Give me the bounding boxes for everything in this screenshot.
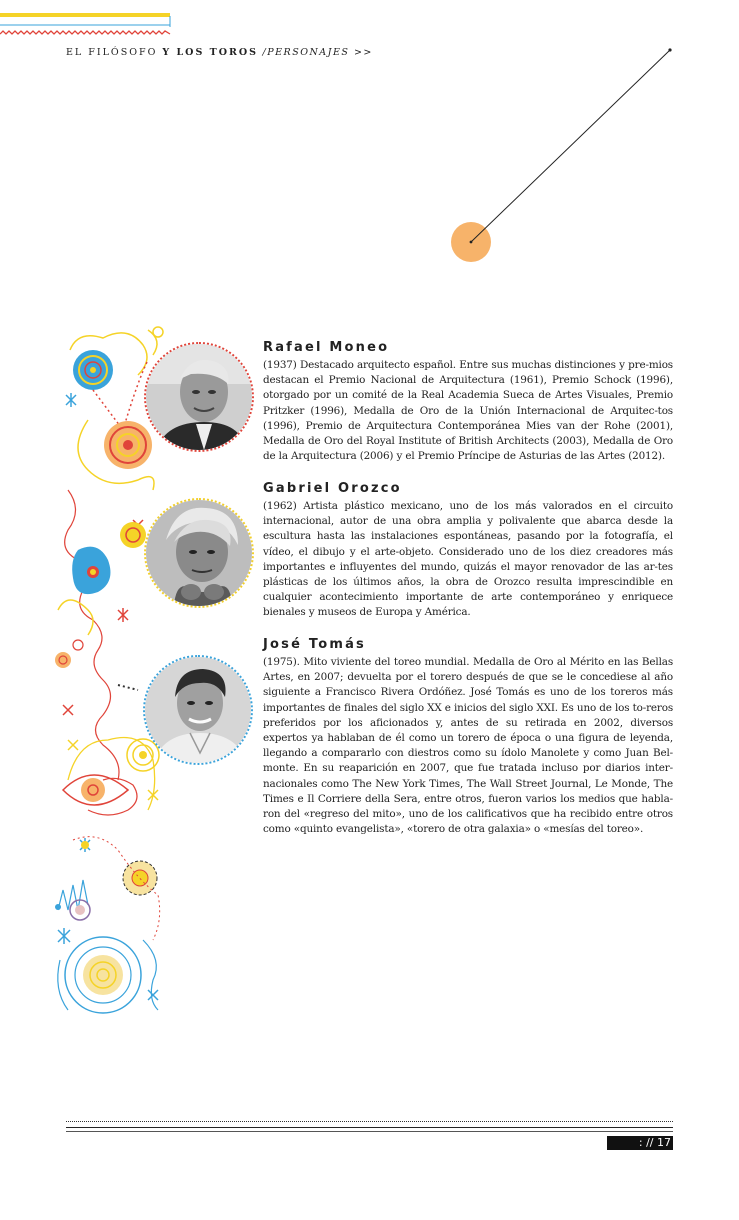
bio-gabriel-orozco [263, 481, 673, 621]
running-head-section: /PERSONAJES >> [258, 47, 373, 58]
bio-rafael-moneo [263, 340, 673, 464]
footer-dotted-rule [66, 1121, 673, 1122]
bio-text: (1962) Artista plástico mexicano, uno de los más valorados en el circuito internacional, autor de una obra amplia y polivalente que abarca desde la escultura hasta las instalaciones espontáneas, pasando por la fotografía, el vídeo, el dibujo y el arte-objeto. Considerado uno de los diez creadores más importantes e influyentes del mundo, quizás el mayor renovador de las ar-tes plásticas de los últimos años, la obra de Orozco resulta imprescindible en cualquier acontecimiento importante de arte contemporáneo y enriquece bienales y museos de Europa y América. [263, 500, 673, 619]
running-head-title: EL FILÓSOFO [66, 47, 163, 58]
bio-text: (1937) Destacado arquitecto español. Entre sus muchas distinciones y pre-mios destacan el Premio Nacional de Arquitectura (1961), Premio Schock (1996), otorgado por un comité de la Real Academia Sueca de Artes Visuales, Premio Pritzker (1996), Medalla de Oro de la Unión Internacional de Arquitec-tos (1996), Premio de Arquitectura Contemporánea Mies van der Rohe (2001), Medalla de Oro del Royal Institute of British Architects (2003), Medalla de Oro de la Arquitectura (2006) y el Premio Príncipe de Asturias de las Artes (2012). [263, 359, 673, 463]
bio-jose-tomas [263, 637, 673, 837]
top-decoration [0, 0, 175, 40]
portrait-gabriel-orozco [144, 498, 254, 608]
bio-name: Gabriel Orozco [263, 481, 402, 496]
running-head-title-bold: Y LOS TOROS [162, 47, 258, 58]
footer-rule-thin [66, 1131, 673, 1132]
portrait-jose-tomas [143, 655, 253, 765]
page-number: : // 17 [607, 1136, 673, 1150]
pointer-graphic [440, 40, 680, 270]
portrait-rafael-moneo [144, 342, 254, 452]
footer-rule [66, 1127, 673, 1128]
bio-name: José Tomás [263, 637, 366, 652]
running-head [66, 47, 373, 58]
bio-text: (1975). Mito viviente del toreo mundial. Medalla de Oro al Mérito en las Bellas Artes, en 2007; devuelta por el torero después de que se le concediese al año siguiente a Francisco Rivera Ordóñez. José Tomás es uno de los toreros más importantes de finales del siglo XX e inicios del siglo XXI. Es uno de los to-reros preferidos por los aficionados y, antes de su retirada en 2002, diversos expertos ya hablaban de él como un torero de época o una figura de leyenda, llegando a compararlo con diestros como su ídolo Manolete y como Juan Bel-monte. En su reaparición en 2007, que fue tratada incluso por diarios inter-nacionales como The New York Times, The Wall Street Journal, Le Monde, The Times e Il Corriere della Sera, entre otros, fueron varios los medios que habla-ron del «regreso del mito», uno de los calificativos que ha recibido entre otros como «quinto evangelista», «torero de otra galaxia» o «mesías del toreo». [263, 656, 673, 836]
bio-name: Rafael Moneo [263, 340, 390, 355]
